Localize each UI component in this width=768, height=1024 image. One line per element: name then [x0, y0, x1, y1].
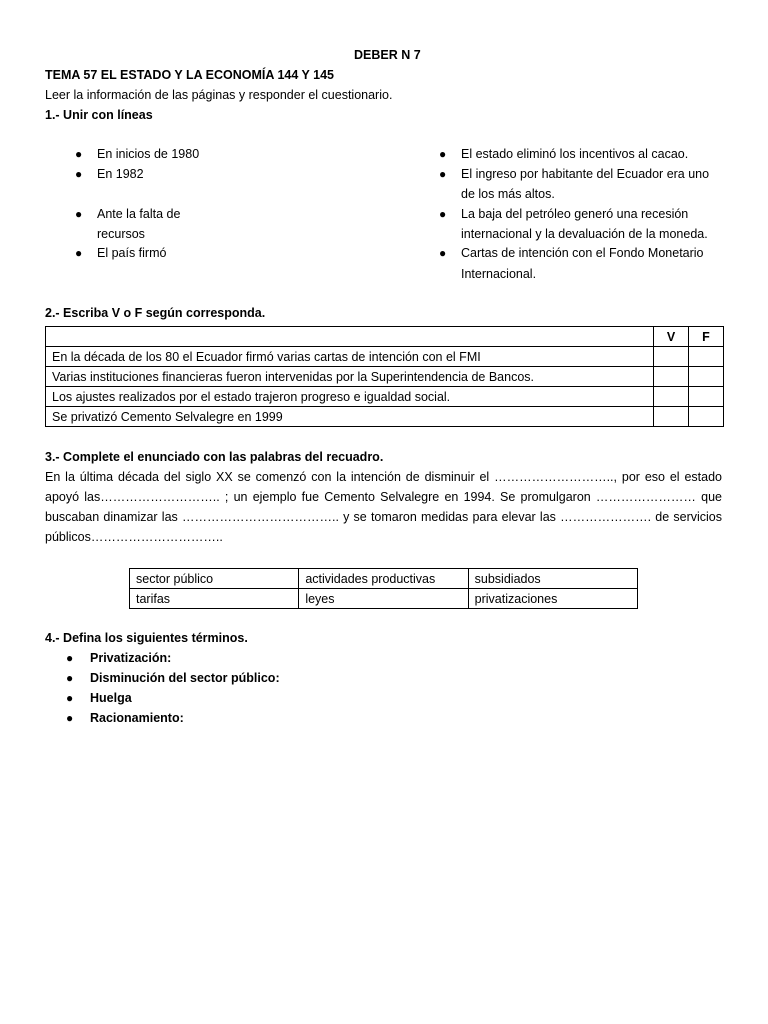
left-item-continued: recursos: [97, 227, 145, 241]
right-item-continued: internacional y la devaluación de la moneda.: [461, 227, 708, 241]
instruction-text: Leer la información de las páginas y responder el cuestionario.: [45, 88, 393, 102]
statement-cell: Los ajustes realizados por el estado trajeron progreso e igualdad social.: [46, 387, 654, 407]
bullet-icon: ●: [66, 671, 74, 685]
right-item: El estado eliminó los incentivos al cacao.: [461, 147, 689, 161]
f-answer-cell[interactable]: [689, 387, 724, 407]
f-answer-cell[interactable]: [689, 347, 724, 367]
table-row: [46, 367, 724, 387]
left-item: En 1982: [97, 167, 144, 181]
table-header-row: [46, 327, 724, 347]
fill-in-paragraph: En la última década del siglo XX se comenzó con la intención de disminuir el ……………………….., por eso el estado apoyó las……………………….. ; un ejemplo fue Cemento Selvalegre en 1994. Se promulgaron …………………… que buscaban dinamizar las ……………………………….. y se tomaron medidas para elevar las …………………. de servicios públicos…………………………..: [45, 470, 722, 544]
true-false-table: [45, 326, 724, 427]
term-item: Huelga: [90, 691, 132, 705]
right-item-continued: Internacional.: [461, 267, 537, 281]
word-row: [130, 569, 638, 589]
right-item-continued: de los más altos.: [461, 187, 555, 201]
statement-cell: Varias instituciones financieras fueron intervenidas por la Superintendencia de Bancos.: [46, 367, 654, 387]
term-item: Disminución del sector público:: [90, 671, 280, 685]
statement-cell: En la década de los 80 el Ecuador firmó varias cartas de intención con el FMI: [46, 347, 654, 367]
term-item: Racionamiento:: [90, 711, 184, 725]
section3-heading: 3.- Complete el enunciado con las palabras del recuadro.: [45, 450, 384, 464]
table-row: [46, 407, 724, 427]
right-item: Cartas de intención con el Fondo Monetario: [461, 246, 704, 260]
bullet-icon: ●: [66, 651, 74, 665]
statement-header-cell: [46, 327, 654, 347]
word-cell: leyes: [299, 589, 468, 609]
bullet-icon: ●: [66, 711, 74, 725]
word-row: [130, 589, 638, 609]
f-answer-cell[interactable]: [689, 367, 724, 387]
word-cell: tarifas: [130, 589, 299, 609]
v-answer-cell[interactable]: [654, 387, 689, 407]
word-cell: actividades productivas: [299, 569, 468, 589]
section4-heading: 4.- Defina los siguientes términos.: [45, 631, 248, 645]
v-column-header: V: [654, 327, 689, 347]
word-cell: sector público: [130, 569, 299, 589]
f-column-header: F: [689, 327, 724, 347]
word-box-table: [129, 568, 638, 609]
bullet-icon: ●: [66, 691, 74, 705]
bullet-icon: ●: [439, 246, 447, 260]
left-item: El país firmó: [97, 246, 167, 260]
right-item: El ingreso por habitante del Ecuador era uno: [461, 167, 710, 181]
table-row: [46, 347, 724, 367]
left-item: Ante la falta de: [97, 207, 181, 221]
term-item: Privatización:: [90, 651, 172, 665]
bullet-icon: ●: [75, 147, 83, 161]
bullet-icon: ●: [75, 167, 83, 181]
word-cell: subsidiados: [468, 569, 637, 589]
topic-heading: TEMA 57 EL ESTADO Y LA ECONOMÍA 144 Y 145: [45, 68, 334, 82]
bullet-icon: ●: [439, 167, 447, 181]
statement-cell: Se privatizó Cemento Selvalegre en 1999: [46, 407, 654, 427]
document-title: DEBER N 7: [354, 48, 421, 62]
section1-heading: 1.- Unir con líneas: [45, 108, 153, 122]
f-answer-cell[interactable]: [689, 407, 724, 427]
bullet-icon: ●: [439, 207, 447, 221]
left-item: En inicios de 1980: [97, 147, 200, 161]
bullet-icon: ●: [439, 147, 447, 161]
bullet-icon: ●: [75, 246, 83, 260]
section2-heading: 2.- Escriba V o F según corresponda.: [45, 306, 266, 320]
bullet-icon: ●: [75, 207, 83, 221]
right-item: La baja del petróleo generó una recesión: [461, 207, 689, 221]
v-answer-cell[interactable]: [654, 347, 689, 367]
word-cell: privatizaciones: [468, 589, 637, 609]
v-answer-cell[interactable]: [654, 407, 689, 427]
table-row: [46, 387, 724, 407]
v-answer-cell[interactable]: [654, 367, 689, 387]
